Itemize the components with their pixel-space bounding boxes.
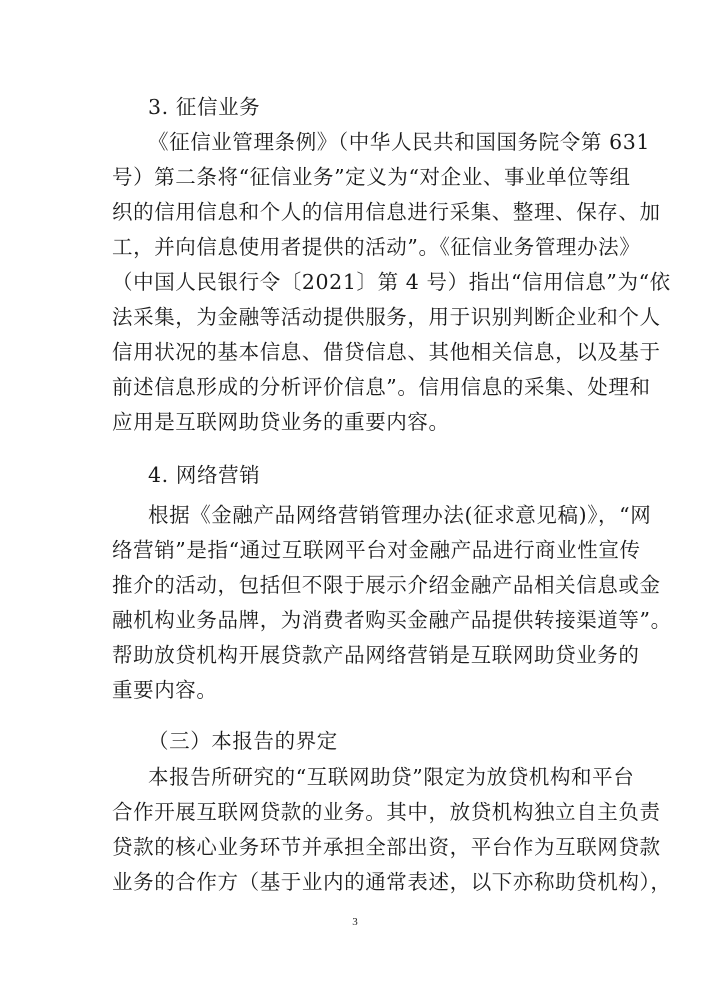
paragraph-line: 贷款的核心业务环节并承担全部出资，平台作为互联网贷款 (112, 835, 661, 859)
paragraph-line: 号）第二条将“征信业务”定义为“对企业、事业单位等组 (112, 165, 631, 189)
section-heading-credit-reporting: 3. 征信业务 (148, 95, 261, 119)
paragraph-line: 络营销”是指“通过互联网平台对金融产品进行商业性宣传 (112, 538, 641, 562)
paragraph-line: 信用状况的基本信息、借贷信息、其他相关信息，以及基于 (112, 340, 661, 364)
paragraph-line: 合作开展互联网贷款的业务。其中，放贷机构独立自主负责 (112, 800, 661, 824)
page-number: 3 (352, 916, 358, 928)
paragraph-line: 前述信息形成的分析评价信息”。信用信息的采集、处理和 (112, 375, 651, 399)
section-heading-online-marketing: 4. 网络营销 (148, 463, 261, 487)
paragraph-line: 帮助放贷机构开展贷款产品网络营销是互联网助贷业务的 (112, 643, 640, 667)
paragraph-line: （中国人民银行令〔2021〕第 4 号）指出“信用信息”为“依 (112, 270, 671, 294)
paragraph-line: 工，并向信息使用者提供的活动”。《征信业务管理办法》 (112, 235, 641, 259)
paragraph-line: 业务的合作方（基于业内的通常表述，以下亦称助贷机构）， (112, 870, 672, 894)
paragraph-line: 融机构业务品牌，为消费者购买金融产品提供转接渠道等”。 (112, 608, 672, 632)
paragraph-line: 应用是互联网助贷业务的重要内容。 (112, 410, 450, 434)
paragraph-line: 本报告所研究的“互联网助贷”限定为放贷机构和平台 (148, 765, 635, 789)
paragraph-line: 重要内容。 (112, 678, 218, 702)
paragraph-line: 《征信业管理条例》（中华人民共和国国务院令第 631 (148, 130, 650, 154)
paragraph-line: 根据《金融产品网络营销管理办法(征求意见稿)》，“网 (148, 503, 652, 527)
paragraph-line: 推介的活动，包括但不限于展示介绍金融产品相关信息或金 (112, 573, 661, 597)
paragraph-line: 织的信用信息和个人的信用信息进行采集、整理、保存、加 (112, 200, 661, 224)
paragraph-line: 法采集，为金融等活动提供服务，用于识别判断企业和个人 (112, 305, 661, 329)
section-heading-report-scope: （三）本报告的界定 (148, 729, 338, 753)
